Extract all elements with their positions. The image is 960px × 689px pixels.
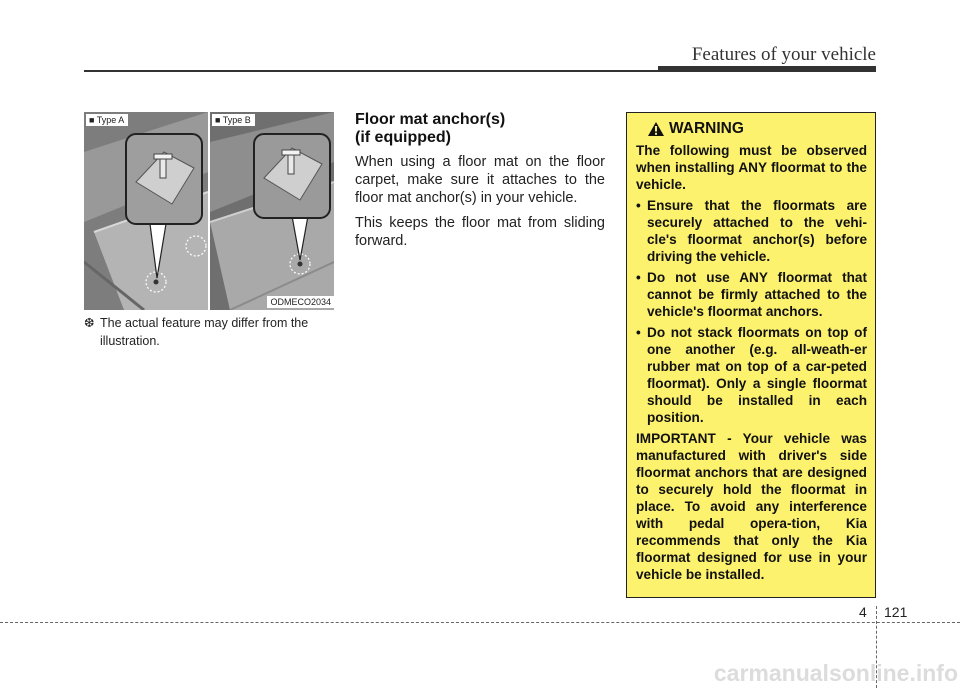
- figure-code: ODMECO2034: [267, 296, 334, 308]
- warning-intro: The following must be observed when installing ANY floormat to the vehicle.: [636, 143, 867, 192]
- warning-bullet: • Ensure that the floormats are securely attached to the vehi-cle's floormat anchor(s) before driving the vehicle.: [636, 197, 867, 265]
- warning-bullet: • Do not stack floormats on top of one another (e.g. all-weath-er rubber mat on top of a car-peted floormat). Only a single floormat should be installed in each position.: [636, 324, 867, 426]
- type-b-illustration: [210, 112, 334, 310]
- section-body: [355, 153, 605, 257]
- warning-title: WARNING: [669, 120, 744, 137]
- warning-bullet: • Do not use ANY floormat that cannot be firmly attached to the vehicle's floormat anchors.: [636, 269, 867, 320]
- section-title-line-2: (if equipped): [355, 129, 451, 146]
- warning-triangle-icon: [647, 121, 665, 137]
- chapter-number: 4: [859, 604, 867, 620]
- page-number: 121: [884, 604, 908, 620]
- header-rule-accent: [658, 66, 876, 72]
- figure-note: [84, 314, 336, 350]
- type-b-panel: [210, 112, 334, 310]
- note-line-2: illustration.: [100, 334, 160, 348]
- warning-header: [647, 120, 867, 137]
- warning-list: [636, 197, 867, 426]
- warning-important: IMPORTANT - Your vehicle was manufactured with driver's side floormat anchors that are designed to securely hold the floormat in place. To avoid any interference with pedal opera-tion, Kia recommends that only the Kia floormat designed for use in your vehicle be installed.: [636, 431, 867, 582]
- section-title-line-1: Floor mat anchor(s): [355, 111, 506, 128]
- body-paragraph: When using a floor mat on the floor carpet, make sure it attaches to the floor mat anchor(s) in your vehicle.: [355, 154, 605, 206]
- site-watermark: carmanualsonline.info: [713, 660, 958, 686]
- note-symbol: ❆: [84, 316, 95, 330]
- warning-box: [626, 112, 876, 598]
- footer-rule: [0, 622, 960, 623]
- body-paragraph: This keeps the floor mat from sliding forward.: [355, 215, 605, 249]
- floor-mat-anchor-figure: [84, 112, 334, 310]
- header-title: Features of your vehicle: [691, 44, 876, 65]
- type-a-label: ■ Type A: [86, 114, 128, 126]
- section-title: [355, 111, 605, 147]
- type-b-label: ■ Type B: [212, 114, 255, 126]
- note-line-1: The actual feature may differ from the: [100, 316, 309, 330]
- type-a-illustration: [84, 112, 208, 310]
- type-a-panel: [84, 112, 208, 310]
